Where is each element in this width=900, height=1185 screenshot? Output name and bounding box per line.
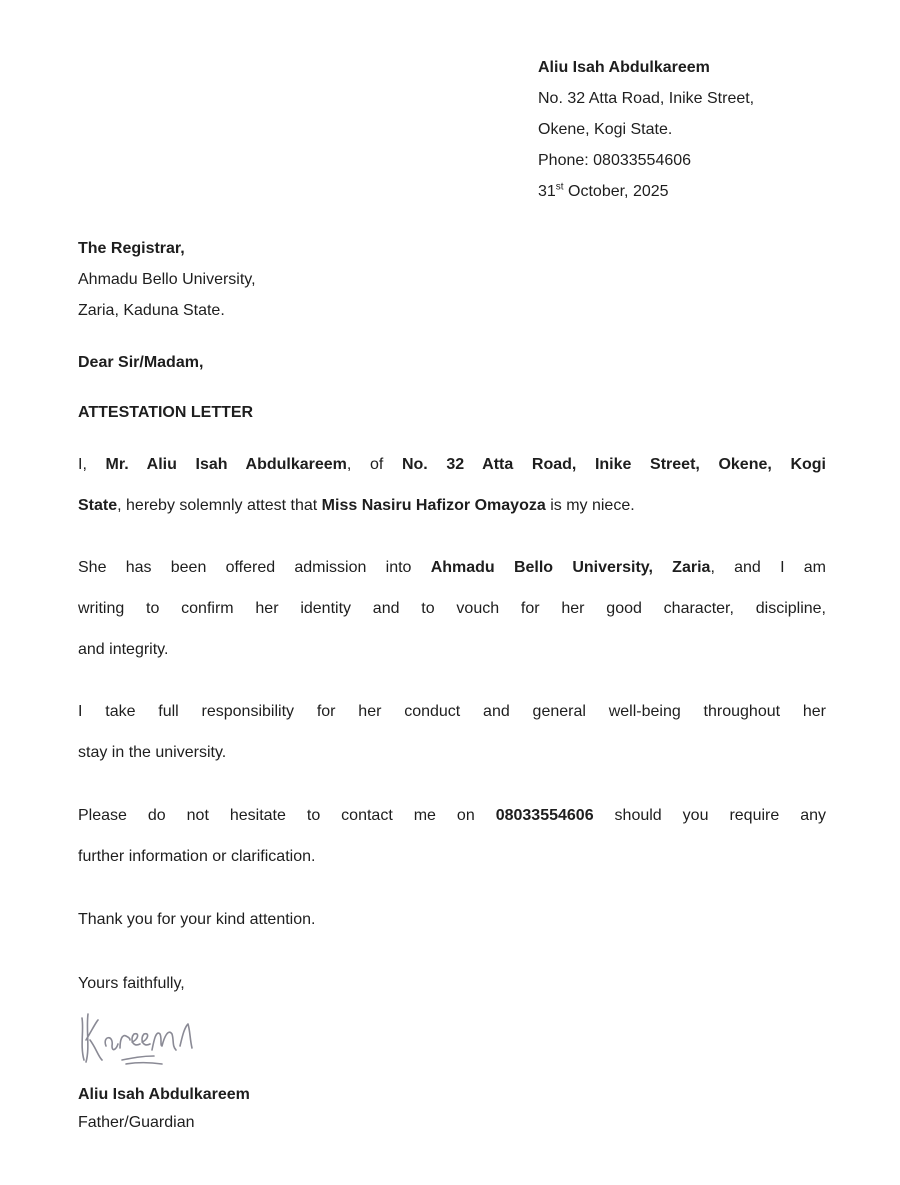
subject-text: ATTESTATION LETTER: [78, 404, 254, 421]
signatory-role: Father/Guardian: [78, 1114, 195, 1131]
text: is my niece.: [545, 497, 635, 514]
closing-line: Yours faithfully,: [78, 975, 185, 992]
signature: [76, 1010, 206, 1070]
text: Please do not hesitate to contact me on: [78, 807, 496, 824]
recipient-title: The Registrar,: [78, 240, 185, 257]
paragraph-contact: [78, 795, 826, 877]
text: , of: [346, 456, 402, 473]
paragraph-responsibility: [78, 691, 826, 773]
recipient-line2: Zaria, Kaduna State.: [78, 302, 225, 319]
paragraph-attestation: [78, 444, 826, 526]
signatory-name-line: [78, 1080, 250, 1110]
student-name: Miss Nasiru Hafizor Omayoza: [321, 497, 546, 514]
text: , and I am: [710, 559, 826, 576]
sender-phone: Phone: 08033554606: [538, 152, 692, 169]
sender-name: Aliu Isah Abdulkareem: [538, 59, 710, 76]
guardian-address-end: State: [78, 497, 118, 514]
date-suffix: st: [555, 181, 564, 193]
date-day: 31: [538, 183, 556, 200]
text: She has been offered admission into: [78, 559, 431, 576]
text-line: I take full responsibility for her conduct and general well-being throughout her: [78, 703, 826, 720]
letter-date: [538, 176, 754, 207]
guardian-name: Mr. Aliu Isah Abdulkareem: [105, 456, 347, 473]
text: I,: [78, 456, 106, 473]
thanks-line: Thank you for your kind attention.: [78, 911, 316, 928]
subject-line: [78, 398, 253, 428]
contact-phone: 08033554606: [495, 807, 594, 824]
date-rest: October, 2025: [563, 183, 669, 200]
signatory-name: Aliu Isah Abdulkareem: [78, 1086, 250, 1103]
text-line: and integrity.: [78, 641, 169, 658]
salutation-text: Dear Sir/Madam,: [78, 354, 204, 371]
recipient-line1: Ahmadu Bello University,: [78, 271, 256, 288]
sender-address-line1: No. 32 Atta Road, Inike Street,: [538, 90, 755, 107]
salutation: [78, 348, 203, 378]
text: should you require any: [593, 807, 827, 824]
text-line: further information or clarification.: [78, 848, 316, 865]
recipient-address-block: [78, 233, 256, 326]
guardian-address: No. 32 Atta Road, Inike Street, Okene, Kogi: [401, 456, 826, 473]
university-name: Ahmadu Bello University, Zaria: [430, 559, 711, 576]
sender-address-line2: Okene, Kogi State.: [538, 121, 673, 138]
text-line: stay in the university.: [78, 744, 227, 761]
text: , hereby solemnly attest that: [117, 497, 322, 514]
text-line: writing to confirm her identity and to vouch for her good character, discipline,: [78, 600, 826, 617]
paragraph-admission: [78, 547, 826, 670]
sender-address-block: [538, 52, 754, 207]
